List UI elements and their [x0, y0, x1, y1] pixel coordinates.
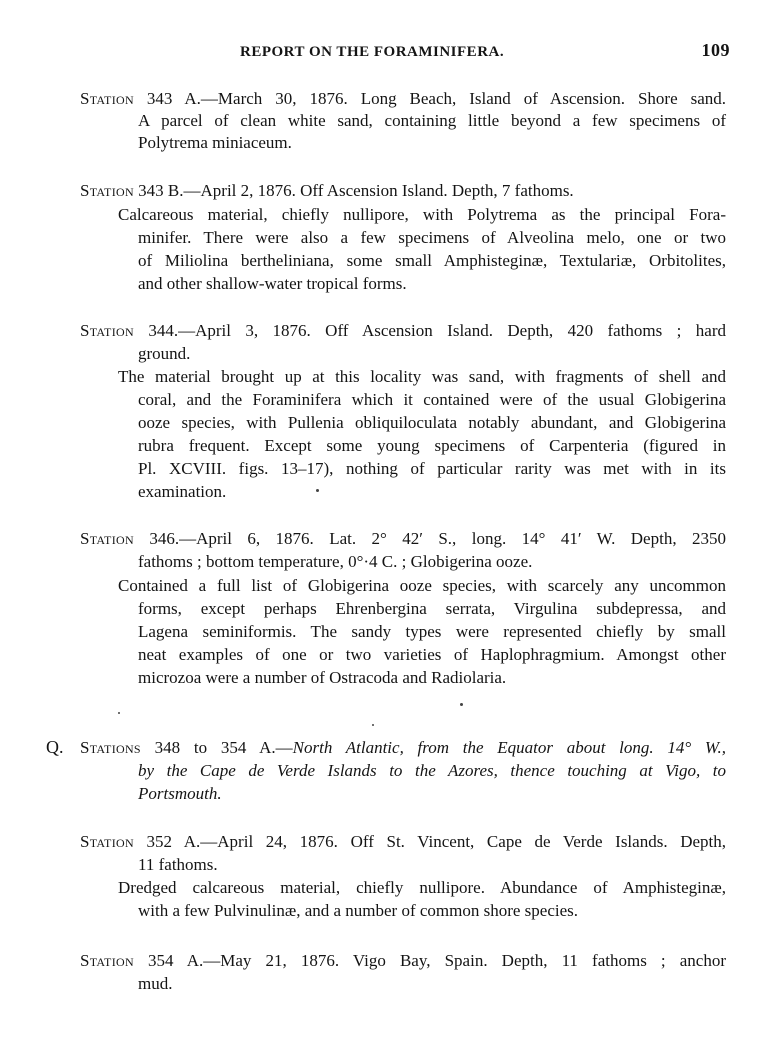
station-heading [80, 831, 726, 853]
body-line: coral, and the Foraminifera which it contained were of the usual Globigerina [138, 390, 726, 409]
body-line: Dredged calcareous material, chiefly nullipore. Abundance of Amphisteginæ, [118, 878, 726, 897]
body-line: The material brought up at this locality was sand, with fragments of shell and [118, 367, 726, 386]
section-heading-text: 348 to 354 A.— [140, 738, 293, 757]
station-heading-continuation: ground. [138, 344, 191, 363]
section-heading-italic: North Atlantic, from the Equator about long. 14° W., [292, 738, 726, 757]
station-heading-text: 346.—April 6, 1876. Lat. 2° 42′ S., long. 14° 41′ W. Depth, 2350 [133, 529, 726, 548]
station-heading-continuation: mud. [138, 974, 173, 993]
body-line: rubra frequent. Except some young specimens of Carpenteria (figured in [138, 436, 726, 455]
body-line: Calcareous material, chiefly nullipore, with Polytrema as the principal Fora- [118, 205, 726, 224]
section-heading-italic: Portsmouth. [138, 784, 222, 803]
station-heading [80, 180, 726, 202]
body-line: A parcel of clean white sand, containing little beyond a few specimens of [138, 111, 726, 130]
stations-label: Stations [80, 738, 141, 757]
station-heading [80, 88, 726, 110]
station-label: Station [80, 181, 134, 200]
body-line: of Miliolina bertheliniana, some small Amphisteginæ, Textulariæ, Orbitolites, [138, 251, 726, 270]
body-line: minifer. There were also a few specimens of Alveolina melo, one or two [138, 228, 726, 247]
body-line: Polytrema miniaceum. [138, 133, 292, 152]
station-heading [80, 320, 726, 342]
page-number: 109 [701, 40, 730, 60]
station-label: Station [80, 832, 134, 851]
section-label: Q. [46, 737, 64, 757]
body-line: Lagena seminiformis. The sandy types were represented chiefly by small [138, 622, 726, 641]
body-line: forms, except perhaps Ehrenbergina serrata, Virgulina subdepressa, and [138, 599, 726, 618]
running-head-title: REPORT ON THE FORAMINIFERA. [240, 44, 505, 60]
section-heading-continuation [138, 783, 726, 805]
body-line: Pl. XCVIII. figs. 13–17), nothing of particular rarity was met with in its [138, 459, 726, 478]
body-line: microzoa were a number of Ostracoda and Radiolaria. [138, 668, 507, 687]
station-label: Station [80, 529, 134, 548]
body-line: and other shallow-water tropical forms. [138, 274, 407, 293]
body-line: with a few Pulvinulinæ, and a number of common shore species. [138, 901, 579, 920]
station-label: Station [80, 89, 134, 108]
body-line: examination. [138, 482, 227, 501]
section-heading-continuation [138, 760, 726, 782]
paper-speck [316, 489, 319, 492]
station-heading-continuation: fathoms ; bottom temperature, 0°·4 C. ; Globigerina ooze. [138, 552, 533, 571]
body-line: ooze species, with Pullenia obliquiloculata notably abundant, and Globigerina [138, 413, 726, 432]
station-label: Station [80, 321, 134, 340]
section-heading [80, 737, 726, 759]
station-heading-text: 344.—April 3, 1876. Off Ascension Island. Depth, 420 fathoms ; hard [133, 321, 726, 340]
paper-speck [118, 712, 120, 714]
station-heading [80, 528, 726, 550]
body-line: Contained a full list of Globigerina ooze species, with scarcely any uncommon [118, 576, 726, 595]
station-heading-continuation: 11 fathoms. [138, 855, 218, 874]
station-heading-text: 354 A.—May 21, 1876. Vigo Bay, Spain. Depth, 11 fathoms ; anchor [133, 951, 726, 970]
body-line: neat examples of one or two varieties of Haplophragmium. Amongst other [138, 645, 726, 664]
section-heading-italic: by the Cape de Verde Islands to the Azores, thence touching at Vigo, to [138, 761, 726, 780]
paper-speck [460, 703, 463, 706]
station-heading-text: 343 B.—April 2, 1876. Off Ascension Island. Depth, 7 fathoms. [133, 181, 574, 200]
station-heading-text: 352 A.—April 24, 1876. Off St. Vincent, Cape de Verde Islands. Depth, [133, 832, 726, 851]
station-label: Station [80, 951, 134, 970]
station-heading [80, 950, 726, 972]
paper-speck [372, 724, 374, 726]
station-heading-text: 343 A.—March 30, 1876. Long Beach, Island of Ascension. Shore sand. [133, 89, 726, 108]
